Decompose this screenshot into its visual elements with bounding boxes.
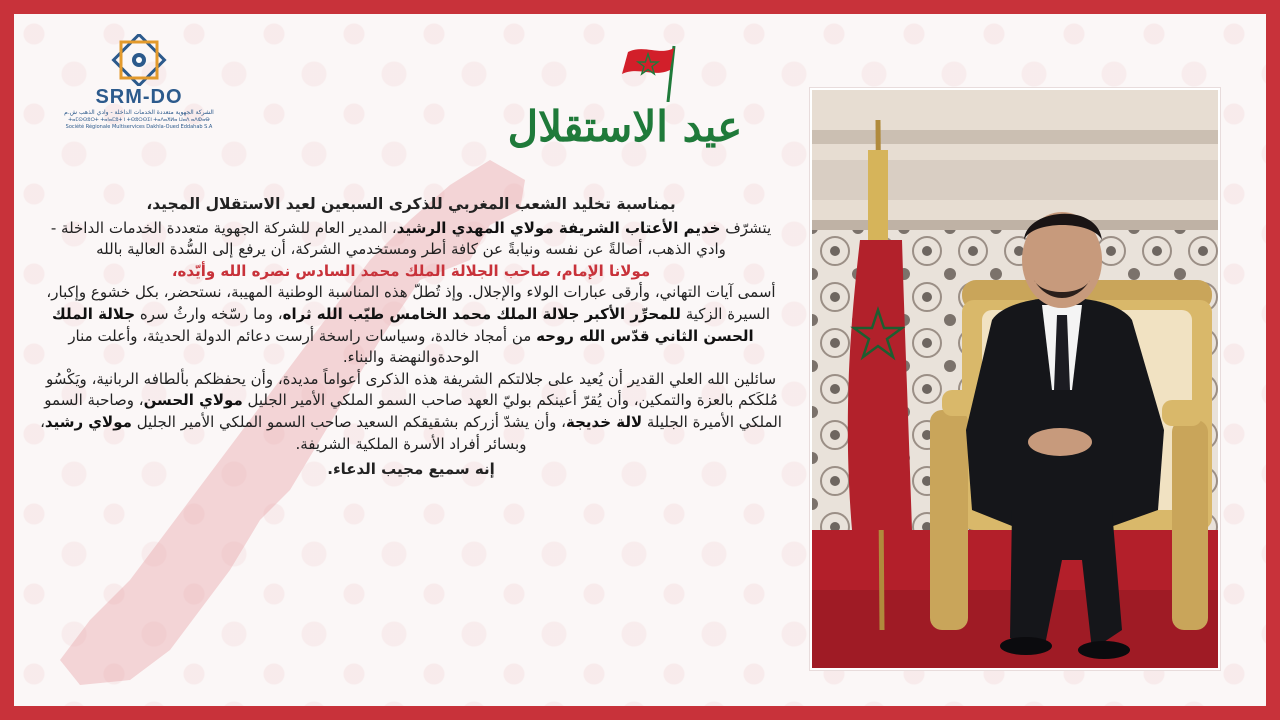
king-hassan-ii: جلالة الملك الحسن الثاني قدّس الله روحه — [52, 304, 754, 345]
text-span: يتشرّف — [720, 218, 772, 237]
text-span: ، المدير العام للشركة الجهوية متعددة الخدمات الداخلة - وادي الذهب، أصالةً عن نفسه ونيابةً عن كافة أطر ومستخدمي الشركة، أن يرفع إلى السُّدة العالية بالله — [50, 218, 726, 259]
king-mohammed-v: للمحرِّر الأكبر جلالة الملك محمد الخامس طيّب الله ثراه — [282, 304, 681, 323]
prince-moulay-hassan: مولاي الحسن — [143, 391, 243, 410]
royal-portrait-frame — [810, 88, 1220, 670]
letter-opening-line: بمناسبة تخليد الشعب المغربي للذكرى السبعين لعيد الاستقلال المجيد، — [146, 195, 676, 213]
header-title: عيد الاستقلال — [507, 102, 743, 151]
text-span: من أمجاد خالدة، وسياسات راسخة أرست دعائم الدولة الحديثة، وأعلت منار الوحدةوالنهضة والبناء. — [68, 326, 537, 367]
logo-name: SRM-DO — [95, 86, 183, 108]
logo-emblem-icon — [109, 34, 169, 86]
letter-paragraph-5 — [40, 369, 782, 455]
moroccan-flag-icon — [608, 40, 688, 102]
text-span: ، وبسائر أفراد الأسرة الملكية الشريفة. — [40, 412, 527, 453]
royal-address: مولانا الإمام، صاحب الجلالة الملك محمد السادس نصره الله وأيّده، — [171, 261, 651, 280]
text-span: ، وصاحبة السمو الملكي الأميرة الجليلة — [44, 391, 782, 431]
header — [490, 40, 770, 160]
letter-paragraph-2 — [40, 218, 782, 261]
letter-paragraph-4 — [40, 282, 782, 368]
logo-subtitle-arabic: الشركة الجهوية متعددة الخدمات الداخلة - وادي الذهب ش.م — [64, 109, 214, 116]
sender-name: خديم الأعتاب الشريفة مولاي المهدي الرشيد — [396, 218, 721, 237]
logo-subtitle-french: Société Régionale Multiservices Dakhla-Oued Eddahab S.A — [65, 124, 213, 130]
text-span: سائلين الله العلي القدير أن يُعيد على جلالتكم الشريفة هذه الذكرى أعواماً مديدة، وأن يحفظكم بألطافه الربانية، ويَكْسُو مُلكَكم بالعزة والتمكين، وأن يُقرّ أعينكم بوليّ العهد صاحب السمو الملكي الأمير الجليل — [45, 369, 778, 410]
letter-closing: إنه سميع مجيب الدعاء. — [327, 460, 495, 479]
princess-lalla-khadija: لالة خديجة — [565, 412, 643, 431]
logo-subtitle-tifinagh: ⵜⴰⵎⵙⵙⵓⵔⵜ ⵜⴰⵏⴰⵎⵓⵜ ⵏ ⵜⵙⵓⵔⵙⵉⵏ ⵜⴰⴷⴰⵅⵍⴰ ⵡⴰⴷ ⴰⴷⵀⴰⴱ — [68, 117, 210, 123]
text-span: أسمى آيات التهاني، وأرقى عبارات الولاء والإجلال. وإذ تُطلّ هذه المناسبة الوطنية المهيبة، نستحضر، بكل خشوع وإكبار، السيرة الزكية — [46, 283, 776, 323]
letter-text — [40, 194, 782, 481]
text-span: ، وأن يشدّ أزركم بشقيقكم السعيد صاحب السمو الملكي الأمير الجليل — [131, 412, 566, 431]
company-logo — [64, 34, 214, 131]
text-span: ، وما رسّخه وارثُ سره — [135, 304, 283, 323]
prince-moulay-rachid: مولاي رشيد — [44, 412, 132, 431]
royal-portrait — [812, 90, 1218, 668]
